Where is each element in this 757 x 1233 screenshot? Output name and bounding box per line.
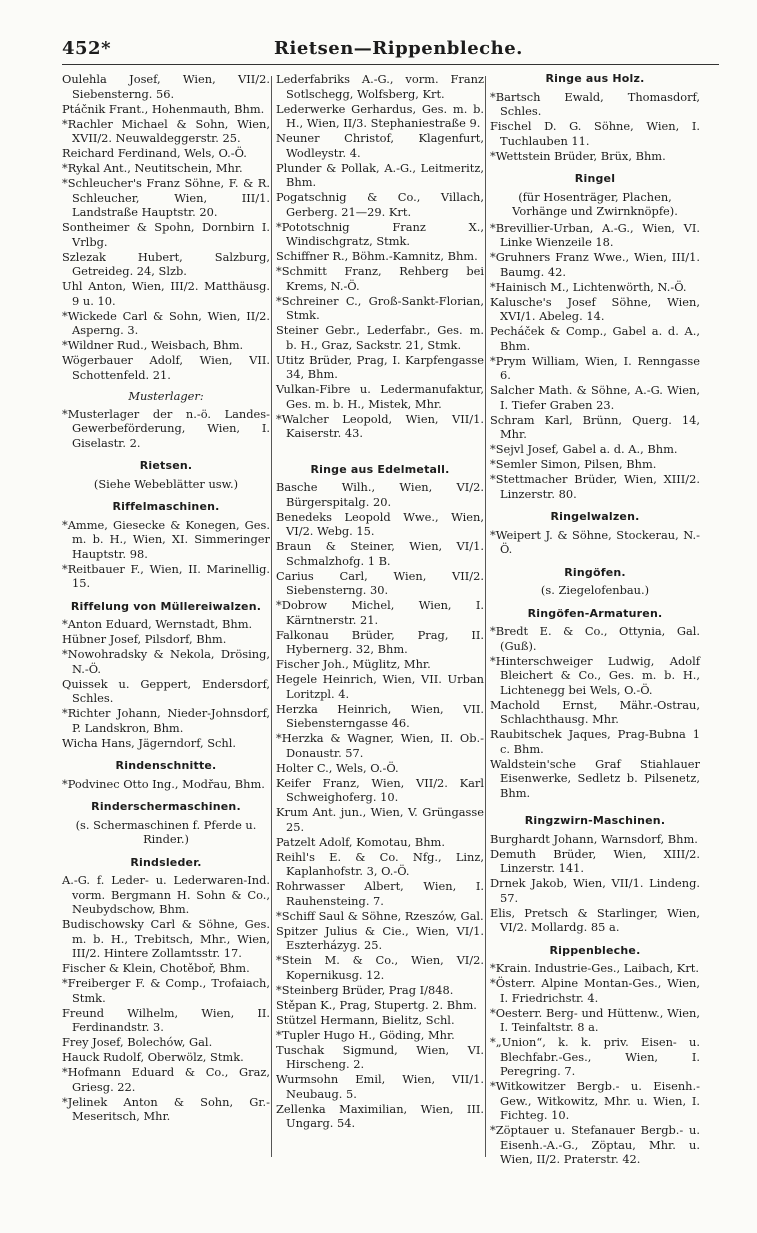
directory-entry: *Jelinek Anton & Sohn, Gr.-Meseritsch, Mhr. (62, 1094, 270, 1123)
directory-entry: *Gruhners Franz Wwe., Wien, III/1. Baumg. 42. (490, 250, 700, 279)
section-heading-riffelmaschinen: Riffelmaschinen. (112, 500, 220, 513)
directory-entry: Utitz Brüder, Prag, I. Karpfengasse 34, Bhm. (276, 352, 484, 381)
section-heading-riffelung: Riffelung von Müllereiwalzen. (70, 599, 262, 613)
column-3 (490, 72, 700, 1167)
entry-list (490, 528, 700, 557)
directory-entry: *Oesterr. Berg- und Hüttenw., Wien, I. Teinfaltstr. 8 a. (490, 1005, 700, 1034)
cross-reference-note: (s. Ziegelofenbau.) (540, 583, 650, 597)
directory-entry: Lederwerke Gerhardus, Ges. m. b. H., Wien, II/3. Stephaniestraße 9. (276, 101, 484, 130)
entry-list (276, 480, 484, 1131)
directory-entry: Salcher Math. & Söhne, A.-G. Wien, I. Tiefer Graben 23. (490, 383, 700, 412)
directory-entry: *Stettmacher Brüder, Wien, XIII/2. Linzerstr. 80. (490, 472, 700, 501)
entry-list (62, 518, 270, 591)
directory-entry: Frey Josef, Bolechów, Gal. (62, 1035, 213, 1049)
section-heading-edelmetall: Ringe aus Edelmetall. (310, 462, 450, 476)
directory-entry: *Herzka & Wagner, Wien, II. Ob.-Donaustr. 57. (276, 731, 484, 760)
entry-list (276, 72, 484, 441)
directory-entry: *Schiff Saul & Söhne, Rzeszów, Gal. (276, 908, 484, 923)
directory-entry: Krum Ant. jun., Wien, V. Grüngasse 25. (276, 805, 484, 834)
section-heading-ringoefen: Ringöfen. (564, 565, 626, 579)
directory-entry: *Steinberg Brüder, Prag I/848. (276, 982, 454, 997)
directory-entry: Keifer Franz, Wien, VII/2. Karl Schweighoferg. 10. (276, 775, 484, 804)
directory-entry: Hegele Heinrich, Wien, VII. Urban Loritzpl. 4. (276, 672, 484, 701)
directory-entry: *Hainisch M., Lichtenwörth, N.-Ö. (490, 279, 687, 294)
directory-entry: Pecháček & Comp., Gabel a. d. A., Bhm. (490, 324, 700, 353)
section-heading-rinderschermaschinen: Rinderschermaschinen. (91, 800, 241, 813)
entry-list (490, 624, 700, 800)
directory-entry: *Amme, Giesecke & Konegen, Ges. m. b. H., Wien, XI. Simmeringer Hauptstr. 98. (62, 517, 270, 561)
section-heading-ringoefen-armaturen: Ringöfen-Armaturen. (527, 606, 663, 620)
directory-entry: Uhl Anton, Wien, III/2. Matthäusg. 9 u. 10. (62, 279, 270, 308)
directory-entry: *Freiberger F. & Comp., Trofaiach, Stmk. (62, 976, 270, 1005)
entry-list (490, 90, 700, 164)
section-heading-ringzwirn: Ringzwirn-Maschinen. (524, 814, 666, 827)
directory-entry: *„Union“, k. k. priv. Eisen- u. Blechfabr.-Ges., Wien, I. Peregring. 7. (490, 1035, 700, 1078)
directory-entry: *Rykal Ant., Neutitschein, Mhr. (62, 161, 243, 175)
cross-reference-note: (für Hosenträger, Plachen, Vorhänge und Zwirnknöpfe). (512, 189, 678, 218)
entry-list (62, 617, 270, 750)
directory-entry: *Stein M. & Co., Wien, VI/2. Kopernikusg. 12. (276, 953, 484, 982)
directory-entry: *Schreiner C., Groß-Sankt-Florian, Stmk. (276, 293, 484, 322)
directory-entry: Freund Wilhelm, Wien, II. Ferdinandstr. 3. (62, 1005, 270, 1034)
directory-entry: Waldstein'sche Graf Stiahlauer Eisenwerke, Sedletz b. Pilsenetz, Bhm. (490, 756, 700, 800)
directory-entry: Reichard Ferdinand, Wels, O.-Ö. (62, 146, 247, 160)
directory-entry: *Hofmann Eduard & Co., Graz, Griesg. 22. (62, 1065, 270, 1094)
directory-entry: *Musterlager der n.-ö. Landes-Gewerbeförderung, Wien, I. Giselastr. 2. (62, 406, 270, 450)
entry-list (62, 777, 270, 792)
directory-entry: *Richter Johann, Nieder-Johnsdorf, P. Landskron, Bhm. (62, 706, 270, 735)
directory-entry: Hauck Rudolf, Oberwölz, Stmk. (62, 1050, 244, 1064)
directory-entry: *Krain. Industrie-Ges., Laibach, Krt. (490, 961, 699, 975)
directory-entry: *Weipert J. & Söhne, Stockerau, N.-Ö. (490, 527, 700, 556)
directory-entry: Neuner Christof, Klagenfurt, Wodleystr. 4. (276, 131, 484, 160)
directory-entry: Schram Karl, Brünn, Querg. 14, Mhr. (490, 412, 700, 441)
directory-entry: Braun & Steiner, Wien, VI/1. Schmalzhofg. 1 B. (276, 539, 484, 568)
directory-entry: *Dobrow Michel, Wien, I. Kärntnerstr. 21. (276, 598, 484, 627)
directory-entry: Herzka Heinrich, Wien, VII. Siebensterngasse 46. (276, 701, 484, 730)
directory-entry: *Witkowitzer Bergb.- u. Eisenh.-Gew., Witkowitz, Mhr. u. Wien, I. Fichteg. 10. (490, 1079, 700, 1122)
directory-entry: Wicha Hans, Jägerndorf, Schl. (62, 735, 237, 750)
directory-entry: *Österr. Alpine Montan-Ges., Wien, I. Friedrichstr. 4. (490, 976, 700, 1005)
directory-entry: *Podvinec Otto Ing., Modřau, Bhm. (62, 776, 265, 791)
directory-entry: *Schmitt Franz, Rehberg bei Krems, N.-Ö. (276, 264, 484, 293)
page-number: 452* (62, 38, 111, 59)
directory-entry: *Tupler Hugo H., Göding, Mhr. (276, 1027, 455, 1042)
directory-entry: Raubitschek Jaques, Prag-Bubna 1 c. Bhm. (490, 727, 700, 756)
section-heading-holz: Ringe aus Holz. (545, 72, 645, 85)
directory-entry: *Walcher Leopold, Wien, VII/1. Kaiserstr. 43. (276, 411, 484, 440)
section-heading-rindenschnitte: Rindenschnitte. (115, 759, 217, 772)
directory-entry: Elis, Pretsch & Starlinger, Wien, VI/2. Mollardg. 85 a. (490, 905, 700, 934)
entry-list (62, 407, 270, 451)
directory-entry: Steiner Gebr., Lederfabr., Ges. m. b. H., Graz, Sackstr. 21, Stmk. (276, 323, 484, 352)
directory-entry: Demuth Brüder, Wien, XIII/2. Linzerstr. 141. (490, 846, 700, 875)
directory-entry: Sontheimer & Spohn, Dornbirn I. Vrlbg. (62, 220, 270, 249)
entry-list (490, 832, 700, 935)
directory-entry: *Anton Eduard, Wernstadt, Bhm. (62, 617, 253, 631)
directory-entry: Hübner Josef, Pilsdorf, Bhm. (62, 632, 227, 646)
directory-entry: Szlezak Hubert, Salzburg, Getreideg. 24, Slzb. (62, 249, 270, 278)
directory-entry: Stützel Hermann, Bielitz, Schl. (276, 1012, 455, 1027)
directory-entry: *Wettstein Brüder, Brüx, Bhm. (490, 148, 666, 163)
directory-entry: Lederfabriks A.-G., vorm. Franz Sotlschegg, Wolfsberg, Krt. (276, 72, 484, 101)
entry-list (62, 873, 270, 1124)
directory-entry: *Hinterschweiger Ludwig, Adolf Bleichert & Co., Ges. m. b. H., Lichtenegg bei Wels, O.-Ö. (490, 653, 700, 697)
directory-entry: *Wickede Carl & Sohn, Wien, II/2. Asperng. 3. (62, 308, 270, 337)
directory-entry: Rohrwasser Albert, Wien, I. Rauhensteing. 7. (276, 879, 484, 908)
section-heading-ringelwalzen: Ringelwalzen. (550, 510, 640, 523)
directory-entry: Kalusche's Josef Söhne, Wien, XVI/1. Abeleg. 14. (490, 294, 700, 323)
directory-entry: Basche Wilh., Wien, VI/2. Bürgerspitalg. 20. (276, 480, 484, 509)
directory-entry: *Prym William, Wien, I. Renngasse 6. (490, 353, 700, 382)
directory-entry: Fischer & Klein, Chotěboř, Bhm. (62, 961, 250, 975)
section-heading-rippenbleche: Rippenbleche. (549, 943, 641, 957)
directory-entry: Fischel D. G. Söhne, Wien, I. Tuchlauben 11. (490, 119, 700, 148)
directory-entry: Ptáčnik Frant., Hohenmauth, Bhm. (62, 101, 265, 116)
directory-entry: Patzelt Adolf, Komotau, Bhm. (276, 834, 445, 849)
column-divider (271, 76, 272, 1157)
directory-entry: *Reitbauer F., Wien, II. Marinellig. 15. (62, 561, 270, 590)
directory-entry: Zellenka Maximilian, Wien, III. Ungarg. 54. (276, 1101, 484, 1130)
cross-reference-note: (s. Schermaschinen f. Pferde u. Rinder.) (75, 817, 257, 846)
directory-entry: Reihl's E. & Co. Nfg., Linz, Kaplanhofstr. 3, O.-Ö. (276, 849, 484, 878)
directory-entry: Falkonau Brüder, Prag, II. Hybernerg. 32, Bhm. (276, 627, 484, 656)
section-heading-rindsleder: Rindsleder. (130, 855, 202, 869)
directory-entry: Fischer Joh., Müglitz, Mhr. (276, 657, 431, 671)
directory-entry: *Pototschnig Franz X., Windischgratz, Stmk. (276, 219, 484, 248)
directory-entry: *Nowohradsky & Nekola, Drösing, N.-Ö. (62, 647, 270, 676)
directory-entry: Pogatschnig & Co., Villach, Gerberg. 21—29. Krt. (276, 190, 484, 219)
directory-entry: *Bartsch Ewald, Thomasdorf, Schles. (490, 89, 700, 118)
directory-entry: Benedeks Leopold Wwe., Wien, VI/2. Webg. 15. (276, 509, 484, 538)
directory-entry: Schiffner R., Böhm.-Kamnitz, Bhm. (276, 249, 478, 263)
section-heading-rietsen: Rietsen. (139, 459, 193, 472)
directory-entry: *Sejvl Josef, Gabel a. d. A., Bhm. (490, 442, 678, 456)
directory-entry: Holter C., Wels, O.-Ö. (276, 760, 399, 775)
directory-entry: Burghardt Johann, Warnsdorf, Bhm. (490, 831, 698, 846)
directory-entry: Tuschak Sigmund, Wien, VI. Hirscheng. 2. (276, 1042, 484, 1071)
directory-entry: Wurmsohn Emil, Wien, VII/1. Neubaug. 5. (276, 1072, 484, 1101)
directory-entry: *Brevillier-Urban, A.-G., Wien, VI. Linke Wienzeile 18. (490, 220, 700, 249)
directory-entry: *Zöptauer u. Stefanauer Bergb.- u. Eisenh.-A.-G., Zöptau, Mhr. u. Wien, II/2. Praterstr. 42. (490, 1123, 700, 1166)
directory-entry: Oulehla Josef, Wien, VII/2. Siebensterng. 56. (62, 72, 270, 101)
directory-entry: Quissek u. Geppert, Endersdorf, Schles. (62, 676, 270, 705)
entry-list (490, 221, 700, 502)
directory-entry: *Bredt E. & Co., Ottynia, Gal. (Guß). (490, 624, 700, 653)
column-divider (485, 76, 486, 1157)
directory-entry: Vulkan-Fibre u. Ledermanufaktur, Ges. m. b. H., Mistek, Mhr. (276, 382, 484, 411)
directory-entry: Wögerbauer Adolf, Wien, VII. Schottenfeld. 21. (62, 353, 270, 382)
directory-entry: Carius Carl, Wien, VII/2. Siebensterng. 30. (276, 568, 484, 597)
directory-entry: Plunder & Pollak, A.-G., Leitmeritz, Bhm. (276, 160, 484, 189)
cross-reference-note: (Siehe Webeblätter usw.) (93, 476, 239, 491)
directory-entry: Drnek Jakob, Wien, VII/1. Lindeng. 57. (490, 876, 700, 905)
column-1 (62, 72, 270, 1124)
directory-entry: A.-G. f. Leder- u. Lederwaren-Ind. vorm. Bergmann H. Sohn & Co., Neubydschow, Bhm. (62, 873, 270, 916)
header-rule (62, 64, 719, 65)
page-title: Rietsen—Rippenbleche. (274, 38, 523, 59)
entry-list (490, 961, 700, 1167)
directory-entry: Stěpan K., Prag, Stupertg. 2. Bhm. (276, 997, 477, 1012)
directory-entry: *Wildner Rud., Weisbach, Bhm. (62, 338, 244, 352)
section-heading-ringel: Ringel (574, 172, 616, 185)
section-heading-musterlager: Musterlager: (128, 389, 204, 403)
directory-entry: Budischowsky Carl & Söhne, Ges. m. b. H., Trebitsch, Mhr., Wien, III/2. Hintere Zollamtsstr. 17. (62, 917, 270, 960)
directory-entry: *Rachler Michael & Sohn, Wien, XVII/2. Neuwaldeggerstr. 25. (62, 116, 270, 145)
entry-list (62, 72, 270, 382)
directory-entry: *Schleucher's Franz Söhne, F. & R. Schleucher, Wien, III/1. Landstraße Hauptstr. 20. (62, 176, 270, 219)
directory-entry: Machold Ernst, Mähr.-Ostrau, Schlachthausg. Mhr. (490, 697, 700, 726)
directory-entry: *Semler Simon, Pilsen, Bhm. (490, 457, 657, 471)
directory-entry: Spitzer Julius & Cie., Wien, VI/1. Eszterházyg. 25. (276, 923, 484, 952)
column-2 (276, 72, 484, 1131)
